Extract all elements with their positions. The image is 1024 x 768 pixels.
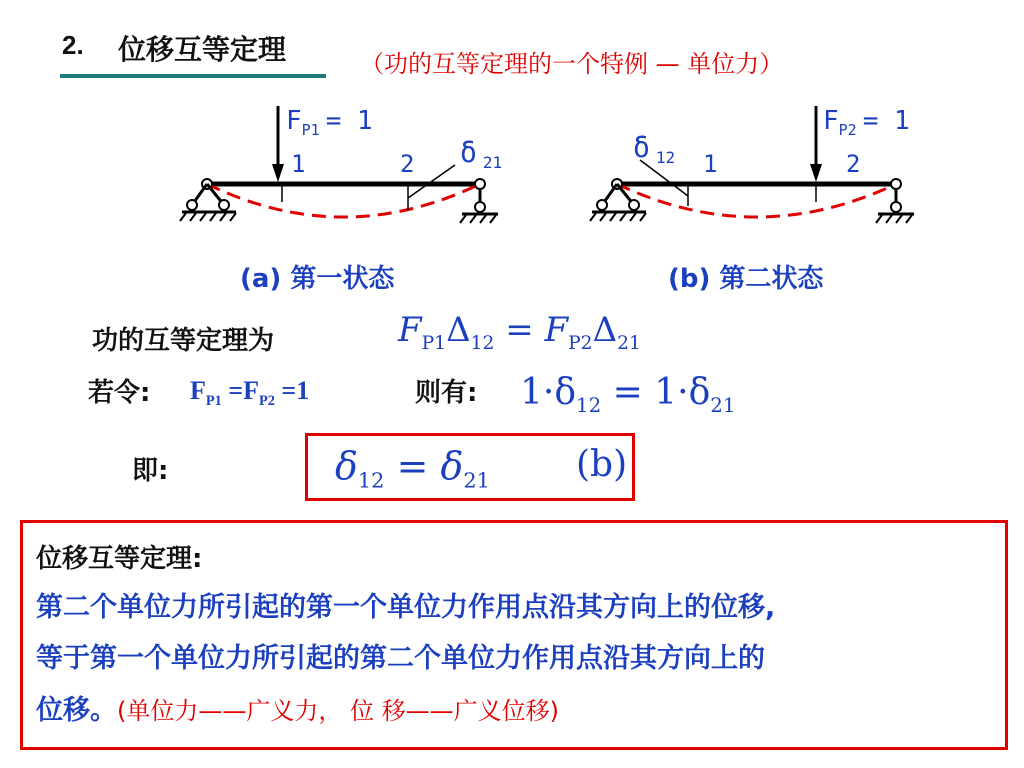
page-title: 位移互等定理 [118, 33, 287, 66]
theorem-note: (单位力——广义力， 位 移——广义位移) [117, 697, 559, 725]
point-2-a: 2 [400, 150, 415, 178]
force-label-b: $F_{P2} = 1$ [823, 106, 910, 139]
then-label: 则有: [415, 378, 478, 408]
caption-state-2: (b) 第二状态 [668, 264, 824, 294]
let-label: 若令: [88, 378, 151, 408]
force-arrowhead-b [810, 164, 822, 182]
point-2-b: 2 [846, 150, 861, 178]
delta-label-b: δ $_{12}$ [633, 131, 676, 167]
beam-diagrams [0, 90, 1024, 250]
reciprocal-work-formula: $F_{P1}\Delta_{12} = F_{P2}\Delta_{21}$ [398, 310, 641, 354]
deflection-curve-a [207, 184, 480, 217]
theorem-title: 位移互等定理: [36, 544, 203, 574]
diagram-b [590, 106, 914, 223]
theorem-line-1: 第二个单位力所引起的第一个单位力作用点沿其方向上的位移, [36, 592, 776, 623]
unit-displacement-formula: $1\cdot\delta_{12} = 1\cdot\delta_{21}$ [520, 372, 736, 418]
therefore-label: 即: [132, 456, 169, 486]
force-label-a: $F_{P1} = 1$ [286, 106, 373, 139]
theorem-line-2: 等于第一个单位力所引起的第二个单位力作用点沿其方向上的 [36, 643, 765, 674]
equation-tag: (b) [576, 444, 628, 485]
result-formula: $\delta_{12} = \delta_{21}$ [335, 444, 490, 493]
diagram-a [180, 106, 502, 223]
unit-force-condition: $F_{P1} =F_{P2} =1$ [190, 376, 310, 410]
point-1-b: 1 [703, 150, 718, 178]
point-1-a: 1 [291, 150, 306, 178]
delta-label-a: δ $_{21}$ [460, 136, 503, 172]
theorem-line-3: 位移。(单位力——广义力， 位 移——广义位移) [36, 695, 559, 726]
caption-state-1: (a) 第一状态 [240, 264, 395, 294]
section-number: 2. [62, 30, 84, 60]
force-arrowhead-a [272, 164, 284, 182]
subtitle: （功的互等定理的一个特例 — 单位力） [360, 50, 784, 78]
title-underline [60, 74, 326, 78]
deflection-curve-b [617, 184, 896, 217]
reciprocal-work-label: 功的互等定理为 [92, 326, 275, 356]
